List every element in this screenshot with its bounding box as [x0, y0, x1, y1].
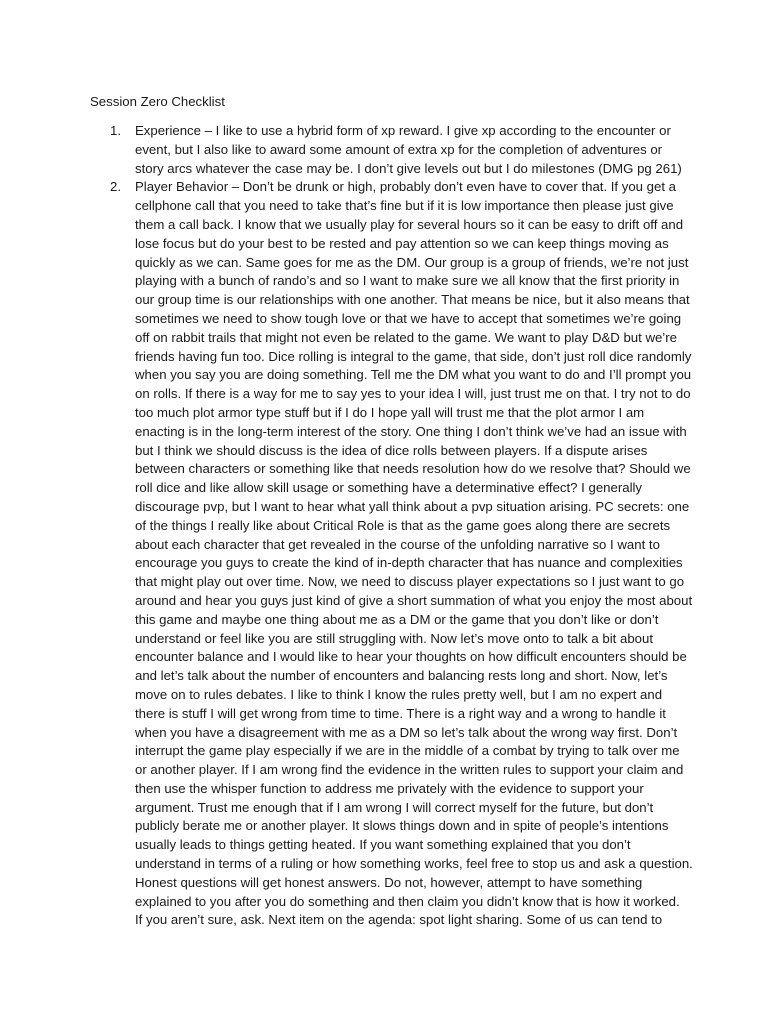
item-text-line: discourage pvp, but I want to hear what yall think about a pvp situation arising. PC secrets: one: [135, 498, 690, 514]
item-number: 1.: [110, 123, 121, 138]
checklist: [110, 122, 693, 930]
item-text-line: there is stuff I will get wrong from time to time. There is a right way and a wrong to handle it: [135, 705, 666, 721]
item-text-line: them a call back. I know that we usually play for several hours so it can be easy to drift off and: [135, 216, 684, 232]
item-text-line: encourage you guys to create the kind of in-depth character that has nuance and complexities: [135, 555, 683, 571]
item-text-line: sometimes we need to show tough love or that we have to accept that sometimes we’re going: [135, 310, 682, 326]
item-text-line: about each character that get revealed in the course of the unfolding narrative so I want to: [135, 536, 660, 552]
item-text-line: understand in terms of a ruling or how something works, feel free to stop us and ask a question.: [135, 856, 693, 872]
item-text-line: roll dice and like allow skill usage or something have a determinative effect? I generally: [135, 480, 643, 496]
item-text-line: and let’s talk about the number of encounters and balancing rests long and short. Now, let’s: [135, 668, 668, 684]
item-text-line: this game and maybe one thing about me as a DM or the game that you don’t like or don’t: [135, 611, 659, 627]
item-text-line: but I think we should discuss is the idea of dice rolls between players. If a dispute arises: [135, 442, 648, 458]
item-text-line: that might play out over time. Now, we need to discuss player expectations so I just want to go: [135, 574, 685, 590]
item-text-line: between characters or something like that needs resolution how do we resolve that? Should we: [135, 461, 691, 477]
item-text-line: Honest questions will get honest answers. Do not, however, attempt to have something: [135, 874, 643, 890]
item-text-line: argument. Trust me enough that if I am wrong I will correct myself for the future, but don’t: [135, 799, 654, 815]
item-text-line: move on to rules debates. I like to think I know the rules pretty well, but I am no expert and: [135, 686, 663, 702]
document-title: Session Zero Checklist: [90, 94, 225, 109]
item-text-line: our group time is our relationships with one another. That means be nice, but it also means that: [135, 292, 690, 308]
checklist-item: [110, 122, 690, 178]
item-text-line: lose focus but do your best to be rested and pay attention so we can keep things moving as: [135, 235, 669, 251]
item-text-line: enacting is in the long-term interest of the story. One thing I don’t think we’ve had an issue with: [135, 423, 687, 439]
item-number: 2.: [110, 179, 121, 195]
item-text-line: off on rabbit trails that might not even be related to the game. We want to play D&D but we’re: [135, 329, 677, 345]
item-text-line: or another player. If I am wrong find the evidence in the written rules to support your claim and: [135, 762, 684, 778]
item-text-line: then use the whisper function to address me privately with the evidence to support your: [135, 780, 644, 796]
item-text-line: interrupt the game play especially if we are in the middle of a combat by trying to talk over me: [135, 743, 680, 759]
item-text-line: around and hear you guys just kind of give a short summation of what you enjoy the most about: [135, 592, 693, 608]
item-text-line: on rolls. If there is a way for me to say yes to your idea I will, just trust me on that. I try not to do: [135, 386, 691, 402]
item-text-line: usually leads to things getting heated. If you want something explained that you don’t: [135, 837, 631, 853]
item-text-line: cellphone call that you need to take that’s fine but if it is low importance then please just give: [135, 198, 674, 214]
item-text-line: event, but I also like to award some amount of extra xp for the completion of adventures or: [135, 141, 663, 157]
item-text-line: playing with a bunch of rando’s and so I want to make sure we all know that the first priority in: [135, 273, 680, 289]
item-text-line: quickly as we can. Same goes for me as the DM. Our group is a group of friends, we’re not just: [135, 254, 689, 270]
item-text-line: If you aren’t sure, ask. Next item on the agenda: spot light sharing. Some of us can tend to: [135, 912, 663, 928]
checklist-item: [110, 178, 693, 930]
item-text-line: Experience – I like to use a hybrid form of xp reward. I give xp according to the encounter or: [135, 123, 671, 138]
item-text-line: publicly berate me or another player. It slows things down and in spite of people’s intentions: [135, 818, 669, 834]
item-text-line: Player Behavior – Don’t be drunk or high, probably don’t even have to cover that. If you get a: [135, 179, 677, 195]
item-text-line: explained to you after you do something and then claim you didn’t know that is how it worked.: [135, 893, 680, 909]
item-text-line: when you say you are doing something. Tell me the DM what you want to do and I’ll prompt you: [135, 367, 692, 383]
item-text-line: understand or feel like you are still struggling with. Now let’s move onto to talk a bit about: [135, 630, 654, 646]
item-text-line: encounter balance and I would like to hear your thoughts on how difficult encounters should be: [135, 649, 687, 665]
item-text-line: of the things I really like about Critical Role is that as the game goes along there are secrets: [135, 517, 671, 533]
item-text-line: too much plot armor type stuff but if I do I hope yall will trust me that the plot armor I am: [135, 404, 645, 420]
item-text-line: story arcs whatever the case may be. I don’t give levels out but I do milestones (DMG pg 261): [135, 160, 682, 176]
item-text-line: when you have a disagreement with me as a DM so let’s talk about the wrong way first. Don’t: [135, 724, 678, 740]
item-text-line: friends having fun too. Dice rolling is integral to the game, that side, don’t just roll dice randomly: [135, 348, 692, 364]
